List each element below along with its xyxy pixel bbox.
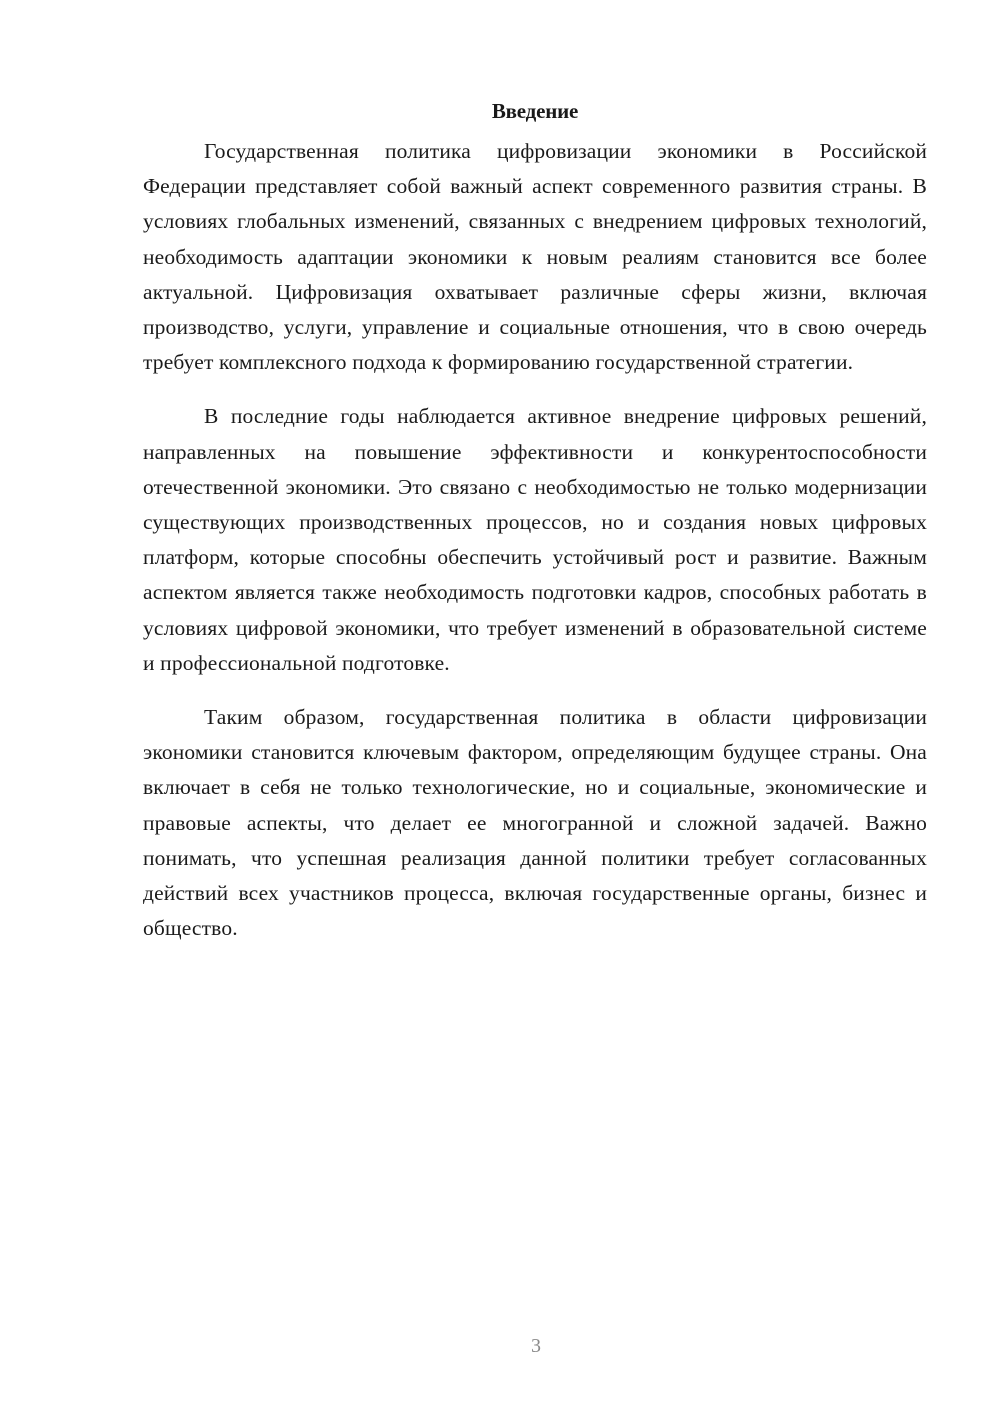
- page-content: [143, 96, 927, 946]
- section-title: Введение: [491, 99, 579, 123]
- paragraph-1: Государственная политика цифровизации экономики в Российской Федерации представляет собой важный аспект современного развития страны. В условиях глобальных изменений, связанных с внедрением цифровых технологий, необходимость адаптации экономики к новым реалиям становится все более актуальной. Цифровизация охватывает различные сферы жизни, включая производство, услуги, управление и социальные отношения, что в свою очередь требует комплексного подхода к формированию государственной стратегии.: [143, 139, 927, 375]
- paragraph-3: Таким образом, государственная политика в области цифровизации экономики становится ключевым фактором, определяющим будущее страны. Она включает в себя не только технологические, но и социальные, экономические и правовые аспекты, что делает ее многогранной и сложной задачей. Важно понимать, что успешная реализация данной политики требует согласованных действий всех участников процесса, включая государственные органы, бизнес и общество.: [143, 705, 927, 941]
- page-number: 3: [531, 1335, 541, 1357]
- paragraph-2: В последние годы наблюдается активное внедрение цифровых решений, направленных на повышение эффективности и конкурентоспособности отечественной экономики. Это связано с необходимостью не только модернизации существующих производственных процессов, но и создания новых цифровых платформ, которые способны обеспечить устойчивый рост и развитие. Важным аспектом является также необходимость подготовки кадров, способных работать в условиях цифровой экономики, что требует изменений в образовательной системе и профессиональной подготовке.: [143, 404, 927, 675]
